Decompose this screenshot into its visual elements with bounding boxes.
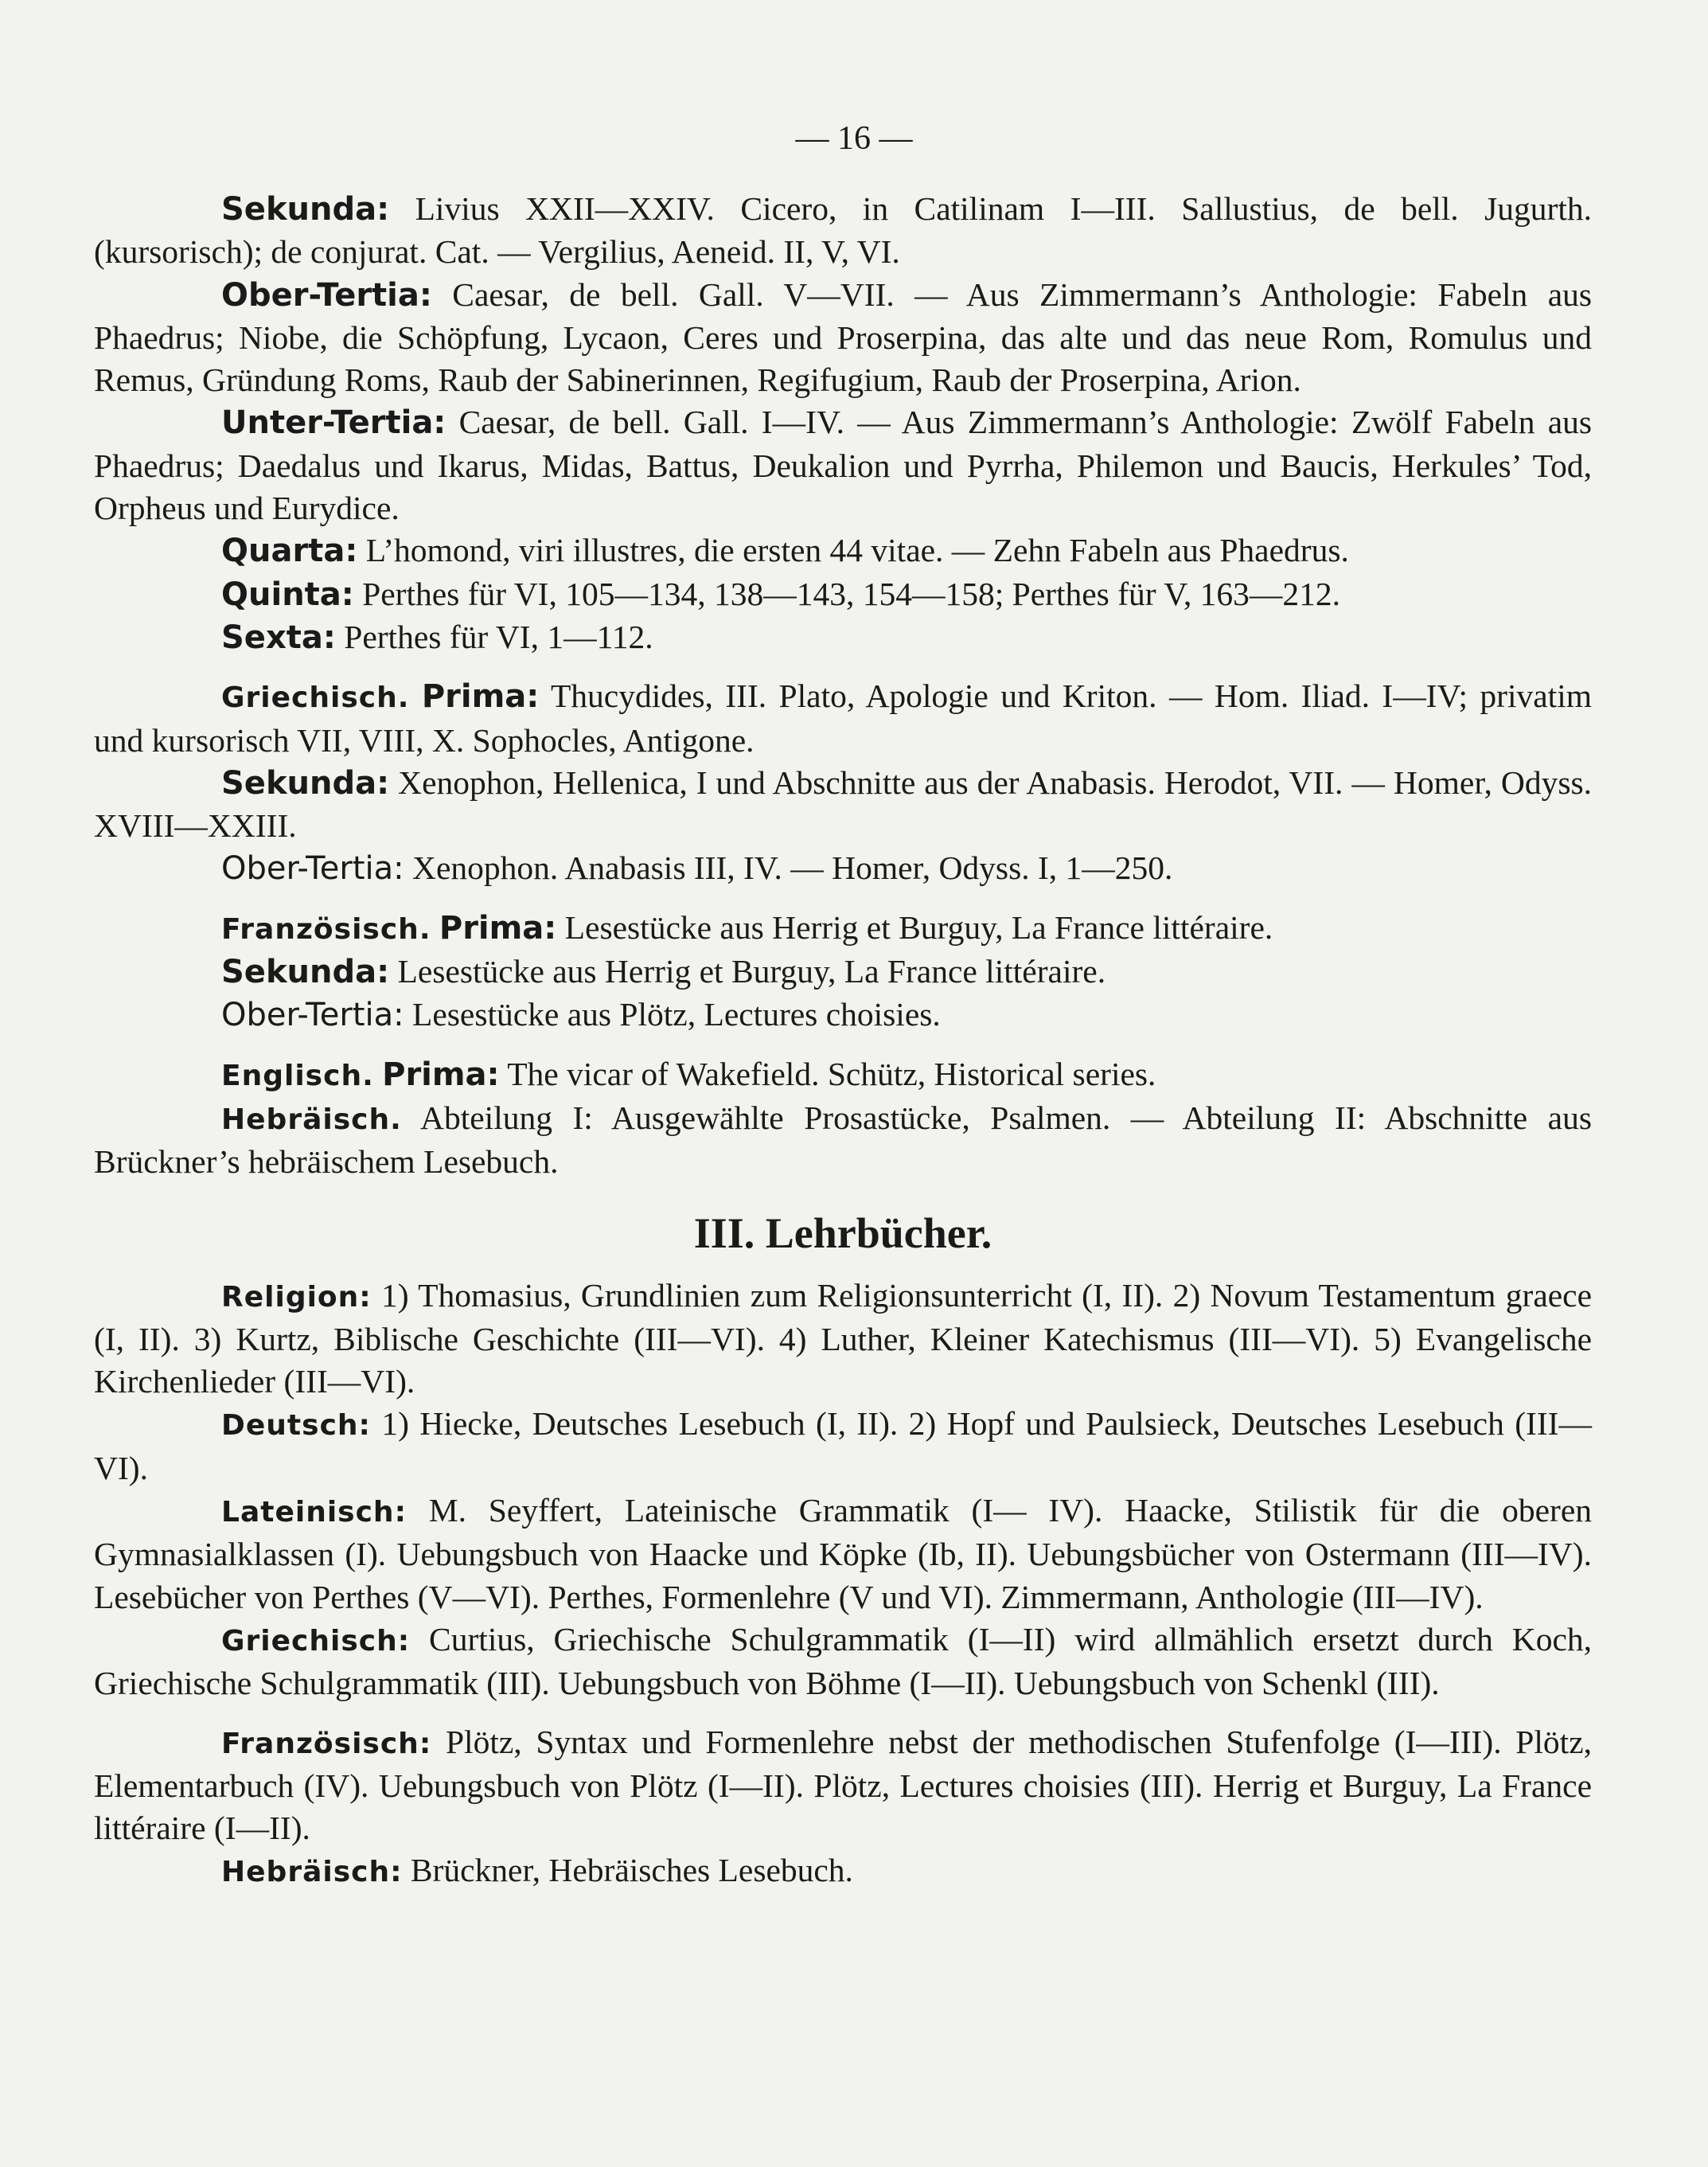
paragraph-griechisch-prima (94, 675, 1592, 762)
subject-heading: Griechisch. (221, 681, 410, 715)
class-label: Prima: (439, 909, 557, 947)
reading-text: Xenophon. Anabasis III, IV. — Homer, Odyss. I, 1—250. (411, 849, 1173, 887)
class-label: Unter-Tertia: (221, 404, 446, 442)
subject-heading: Religion: (221, 1280, 372, 1314)
reading-text: Lesestücke aus Herrig et Burguy, La France littéraire. (397, 953, 1106, 990)
subject-heading: Französisch. (221, 912, 431, 946)
paragraph-hebraeisch-lehrbuecher (94, 1849, 1592, 1893)
page-body (94, 188, 1592, 1894)
reading-text: Perthes für VI, 105—134, 138—143, 154—158; Perthes für V, 163—212. (362, 575, 1340, 612)
paragraph-religion (94, 1275, 1592, 1404)
subject-heading: Deutsch: (221, 1409, 371, 1443)
class-label: Prima: (421, 678, 540, 716)
paragraph-franzoesisch-sekunda (94, 951, 1592, 994)
reading-text: Abteilung I: Ausgewählte Prosastücke, Psalmen. — Abteilung II: Abschnitte aus Brückner’s hebräischem Lesebuch. (94, 1099, 1592, 1181)
textbook-text: 1) Hiecke, Deutsches Lesebuch (I, II). 2) Hopf und Paulsieck, Deutsches Lesebuch (III—VI). (94, 1405, 1593, 1486)
class-label: Sekunda: (221, 191, 390, 228)
paragraph-griechisch-sekunda (94, 762, 1592, 848)
paragraph-obertertia (94, 274, 1592, 402)
reading-text: Perthes für VI, 1—112. (344, 618, 653, 655)
paragraph-franzoesisch-prima (94, 907, 1592, 951)
reading-text: Caesar, de bell. Gall. I—IV. — Aus Zimmermann’s Anthologie: Zwölf Fabeln aus Phaedrus; Daedalus und Ikarus, Midas, Battus, Deukalion und Pyrrha, Philemon und Baucis, Herkules’ Tod, Orpheus und Eurydice. (94, 404, 1593, 527)
reading-text: Xenophon, Hellenica, I und Abschnitte aus der Anabasis. Herodot, VII. — Homer, Odyss. XVIII—XXIII. (94, 763, 1592, 845)
class-label: Sekunda: (221, 764, 390, 802)
subject-heading: Lateinisch: (221, 1496, 407, 1529)
class-label: Sekunda: (221, 954, 390, 991)
reading-text: Livius XXII—XXIV. Cicero, in Catilinam I—III. Sallustius, de bell. Jugurth. (kursorisch); de conjurat. Cat. — Vergilius, Aeneid. II, V, VI. (94, 190, 1592, 271)
textbook-text: Curtius, Griechische Schulgrammatik (I—II) wird allmählich ersetzt durch Koch, Griechische Schulgrammatik (III). Uebungsbuch von Böhme (I—II). Uebungsbuch von Schenkl (III). (94, 1620, 1592, 1702)
page-number: — 16 — (795, 120, 913, 157)
textbook-text: Plötz, Syntax und Formenlehre nebst der methodischen Stufenfolge (I—III). Plötz, Elementarbuch (IV). Uebungsbuch von Plötz (I—II). Plötz, Lectures choisies (III). Herrig et Burguy, La France littéraire (I—II). (94, 1723, 1592, 1847)
paragraph-griechisch-lehrbuecher (94, 1618, 1592, 1705)
class-label: Prima: (382, 1056, 500, 1093)
subject-heading: Englisch. (221, 1059, 374, 1092)
class-label: Ober-Tertia: (221, 850, 404, 888)
reading-text: The vicar of Wakefield. Schütz, Historical series. (507, 1055, 1156, 1092)
paragraph-englisch-prima (94, 1053, 1592, 1097)
paragraph-hebraeisch (94, 1097, 1592, 1184)
paragraph-untertertia (94, 401, 1592, 529)
reading-text: Lesestücke aus Plötz, Lectures choisies. (411, 996, 941, 1033)
class-label: Ober-Tertia: (221, 997, 404, 1034)
reading-text: Caesar, de bell. Gall. V—VII. — Aus Zimmermann’s Anthologie: Fabeln aus Phaedrus; Niobe, die Schöpfung, Lycaon, Ceres und Proserpina, das alte und das neue Rom, Romulus und Remus, Gründung Roms, Raub der Sabinerinnen, Regifugium, Raub der Proserpina, Arion. (94, 275, 1593, 399)
class-label: Sexta: (221, 619, 336, 656)
class-label: Ober-Tertia: (221, 276, 432, 314)
reading-text: Lesestücke aus Herrig et Burguy, La France littéraire. (564, 908, 1273, 946)
paragraph-sexta (94, 616, 1592, 659)
paragraph-franzoesisch-lehrbuecher (94, 1721, 1592, 1850)
subject-heading: Hebräisch: (221, 1856, 403, 1889)
paragraph-lateinisch (94, 1490, 1592, 1618)
subject-heading: Hebräisch. (221, 1103, 402, 1136)
reading-text: L’homond, viri illustres, die ersten 44 vitae. — Zehn Fabeln aus Phaedrus. (365, 532, 1349, 569)
reading-text: Thucydides, III. Plato, Apologie und Kriton. — Hom. Iliad. I—IV; privatim und kursorisch VII, VIII, X. Sophocles, Antigone. (94, 677, 1593, 759)
textbook-text: M. Seyffert, Lateinische Grammatik (I— IV). Haacke, Stilistik für die oberen Gymnasialklassen (I). Uebungsbuch von Haacke und Köpke (Ib, II). Uebungsbücher von Ostermann (III—IV). Lesebücher von Perthes (V—VI). Perthes, Formenlehre (V und VI). Zimmermann, Anthologie (III—IV). (94, 1492, 1593, 1615)
paragraph-deutsch (94, 1403, 1592, 1490)
class-label: Quarta: (221, 533, 358, 570)
textbook-text: Brückner, Hebräisches Lesebuch. (410, 1852, 853, 1889)
subject-heading: Französisch: (221, 1727, 432, 1760)
class-label: Quinta: (221, 576, 354, 613)
paragraph-quarta (94, 529, 1592, 572)
paragraph-quinta (94, 573, 1592, 616)
textbook-text: 1) Thomasius, Grundlinien zum Religionsunterricht (I, II). 2) Novum Testamentum graece (I, II). 3) Kurtz, Biblische Geschichte (III—VI). 4) Luther, Kleiner Katechismus (III—VI). 5) Evangelische Kirchenlieder (III—VI). (94, 1276, 1593, 1400)
subject-heading: Griechisch: (221, 1624, 411, 1657)
paragraph-franzoesisch-obertertia (94, 994, 1592, 1037)
paragraph-sekunda (94, 188, 1592, 274)
section-title: III. Lehrbücher. (693, 1208, 992, 1257)
paragraph-griechisch-obertertia (94, 847, 1592, 890)
